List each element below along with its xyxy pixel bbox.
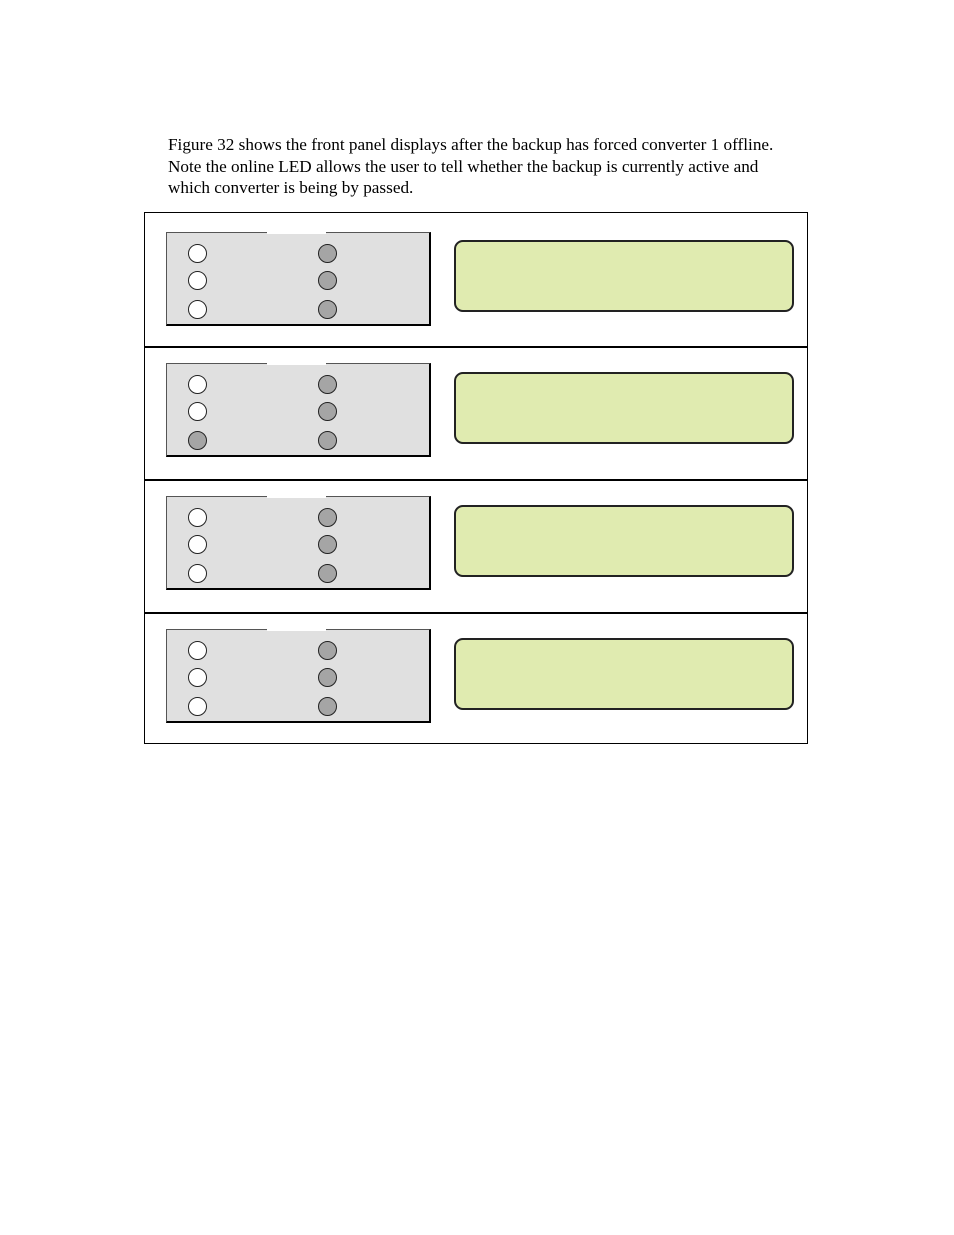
status-led-left-2 — [188, 271, 207, 290]
panel-notch — [267, 231, 326, 234]
status-led-left-3 — [188, 697, 207, 716]
status-led-left-2 — [188, 668, 207, 687]
lcd-display — [454, 638, 794, 710]
intro-line-2: Note the online LED allows the user to tell whether the backup is currently active and — [168, 156, 759, 176]
front-panel-figure — [144, 212, 808, 744]
status-led-right-3 — [318, 564, 337, 583]
panel-notch — [267, 362, 326, 365]
intro-paragraph — [168, 134, 858, 199]
status-led-right-3 — [318, 431, 337, 450]
status-led-right-2 — [318, 535, 337, 554]
status-led-left-3 — [188, 431, 207, 450]
panel-notch — [267, 495, 326, 498]
led-panel — [166, 232, 431, 326]
intro-line-1: Figure 32 shows the front panel displays after the backup has forced converter 1 offline. — [168, 135, 774, 154]
status-led-left-2 — [188, 535, 207, 554]
status-led-left-1 — [188, 375, 207, 394]
converter-panel-row — [145, 346, 807, 481]
status-led-right-2 — [318, 668, 337, 687]
converter-panel-row — [145, 479, 807, 614]
converter-panel-row — [145, 213, 807, 346]
status-led-right-1 — [318, 641, 337, 660]
converter-panel-row — [145, 612, 807, 747]
lcd-display — [454, 505, 794, 577]
led-panel — [166, 629, 431, 723]
status-led-right-1 — [318, 508, 337, 527]
status-led-left-3 — [188, 564, 207, 583]
lcd-display — [454, 240, 794, 312]
status-led-right-3 — [318, 300, 337, 319]
status-led-right-2 — [318, 271, 337, 290]
status-led-left-1 — [188, 508, 207, 527]
panel-notch — [267, 628, 326, 631]
status-led-left-1 — [188, 641, 207, 660]
status-led-right-3 — [318, 697, 337, 716]
led-panel — [166, 496, 431, 590]
lcd-display — [454, 372, 794, 444]
status-led-left-2 — [188, 402, 207, 421]
status-led-right-1 — [318, 375, 337, 394]
led-panel — [166, 363, 431, 457]
status-led-left-1 — [188, 244, 207, 263]
intro-line-3: which converter is being by passed. — [168, 178, 414, 197]
status-led-right-2 — [318, 402, 337, 421]
status-led-left-3 — [188, 300, 207, 319]
status-led-right-1 — [318, 244, 337, 263]
